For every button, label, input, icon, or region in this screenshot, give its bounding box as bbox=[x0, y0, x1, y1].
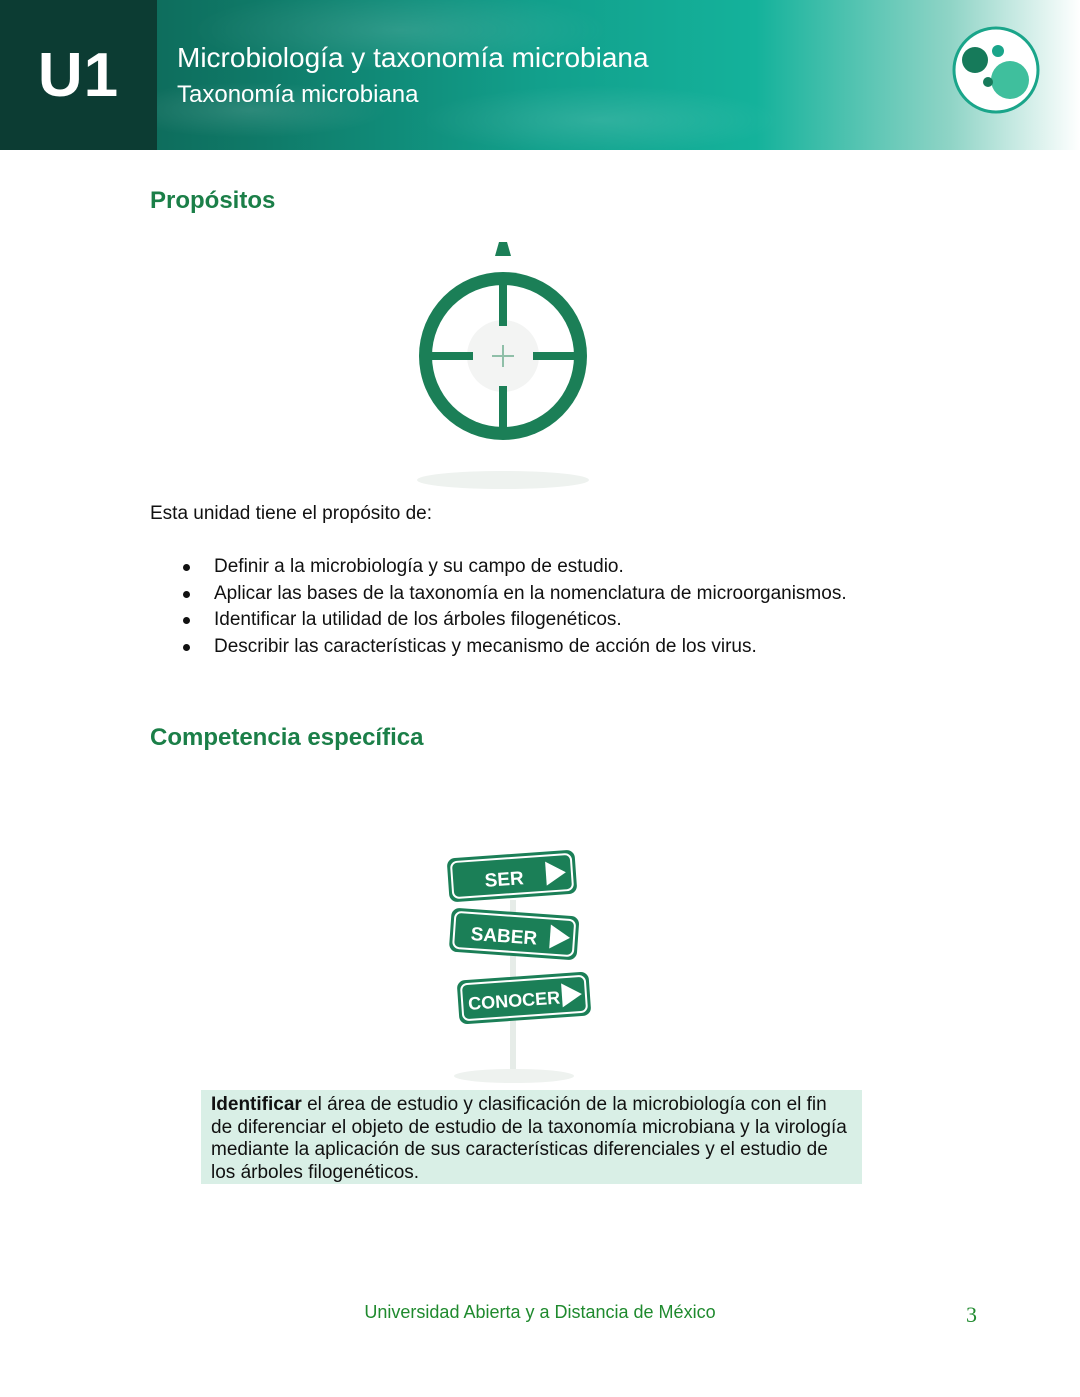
list-item: Identificar la utilidad de los árboles filogenéticos. bbox=[150, 607, 910, 634]
header-decoration bbox=[0, 0, 1080, 150]
header-subtitle: Taxonomía microbiana bbox=[177, 81, 419, 108]
purposes-list bbox=[150, 554, 910, 660]
unit-label: U1 bbox=[37, 40, 120, 110]
purposes-heading: Propósitos bbox=[150, 187, 276, 214]
competence-heading: Competencia específica bbox=[150, 724, 424, 751]
list-item: Aplicar las bases de la taxonomía en la nomenclatura de microorganismos. bbox=[150, 581, 910, 608]
target-crosshair-icon bbox=[398, 238, 608, 494]
sign-ser: SER bbox=[484, 868, 525, 892]
competence-text: el área de estudio y clasificación de la microbiología con el fin de diferenciar el objeto de estudio de la taxonomía microbiana y la virología mediante la aplicación de sus características diferenciales y el estudio de los árboles filogenéticos. bbox=[211, 1094, 847, 1183]
page-header bbox=[0, 0, 1080, 150]
purposes-intro: Esta unidad tiene el propósito de: bbox=[150, 503, 433, 524]
competence-statement bbox=[201, 1090, 862, 1184]
list-item: Definir a la microbiología y su campo de estudio. bbox=[150, 554, 910, 581]
sign-saber: SABER bbox=[470, 924, 538, 950]
competence-lead-word: Identificar bbox=[211, 1094, 302, 1115]
sign-conocer: CONOCER bbox=[467, 987, 561, 1014]
list-item: Describir las características y mecanismo de acción de los virus. bbox=[150, 634, 910, 661]
university-logo-icon bbox=[948, 22, 1044, 118]
unit-badge bbox=[0, 0, 157, 150]
signpost-illustration bbox=[438, 840, 598, 1092]
header-title: Microbiología y taxonomía microbiana bbox=[177, 42, 649, 73]
footer-institution: Universidad Abierta y a Distancia de México bbox=[364, 1302, 716, 1322]
page-number: 3 bbox=[966, 1302, 977, 1327]
